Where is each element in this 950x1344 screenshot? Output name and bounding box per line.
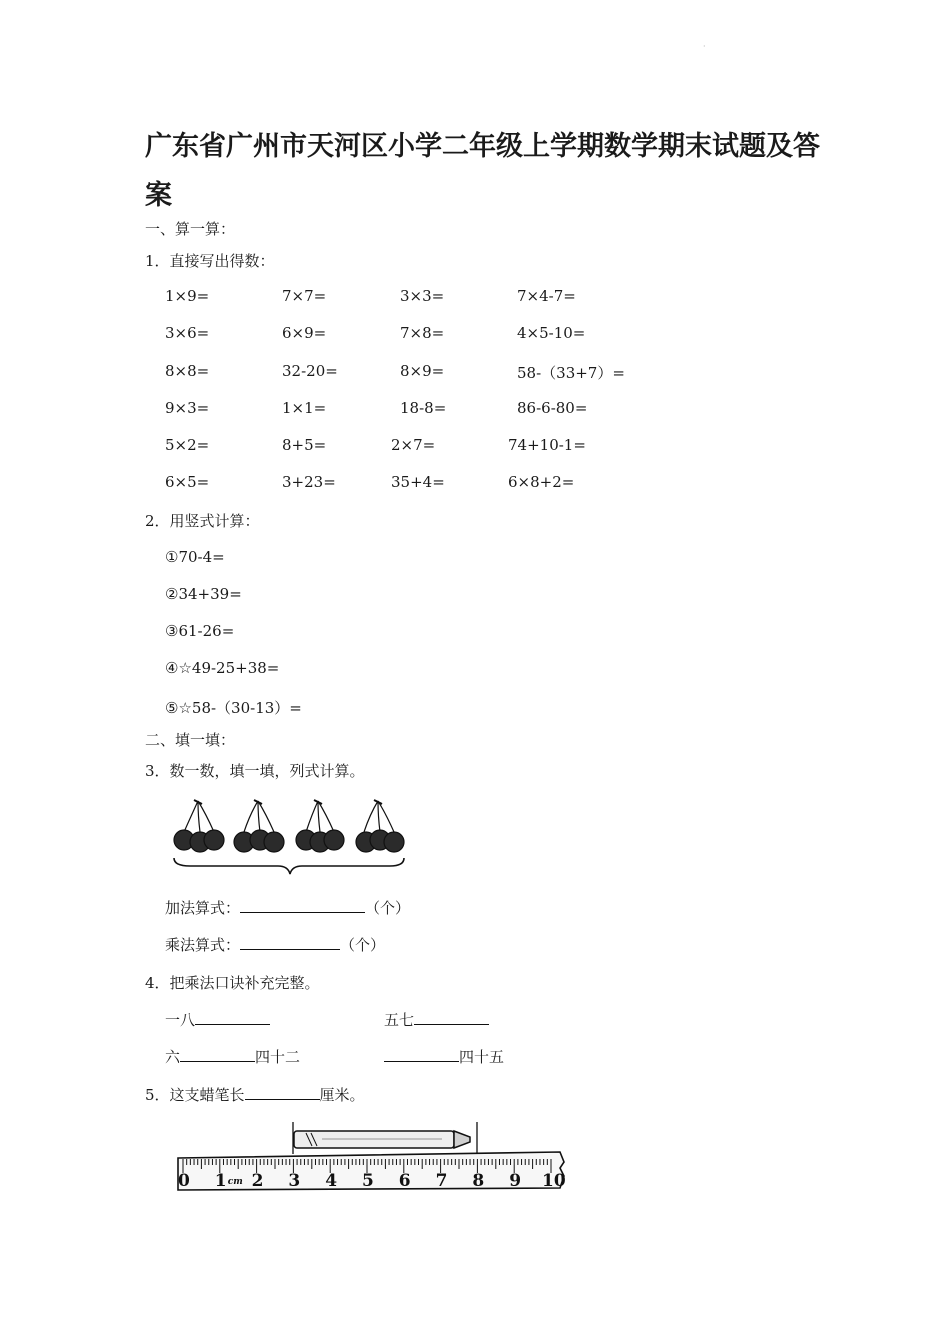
ruler-number: 2 (251, 1171, 264, 1191)
cherry-group (234, 800, 284, 852)
crayon-ruler-illustration (172, 1118, 572, 1200)
ruler-unit: cm (227, 1177, 243, 1187)
ruler (178, 1152, 566, 1191)
q4-b2-blank[interactable] (384, 1047, 459, 1062)
q5-label-suffix: 厘米。 (319, 1086, 365, 1104)
q1-cell: 7×4-7= (517, 287, 576, 305)
brace (174, 858, 404, 874)
q2-item: ①70-4= (165, 548, 225, 566)
mul-answer-blank[interactable] (240, 935, 340, 950)
q1-cell: 6×9= (282, 324, 327, 342)
q1-cell: 58-（33+7）= (517, 364, 625, 382)
q4-a1-text: 一八 (165, 1011, 196, 1029)
q1-cell: 86-6-80= (517, 399, 588, 417)
page-title-line1: 广东省广州市天河区小学二年级上学期数学期末试题及答 (145, 131, 820, 162)
q1-cell: 6×5= (165, 473, 210, 491)
q4-item-b2 (384, 1046, 504, 1067)
q4-b2-suffix: 四十五 (459, 1048, 505, 1066)
q1-cell: 8×9= (400, 362, 445, 380)
ruler-number: 5 (362, 1171, 374, 1191)
ruler-number: 0 (178, 1171, 190, 1191)
ruler-number: 7 (435, 1171, 448, 1191)
q1-cell: 3×6= (165, 324, 210, 342)
q5-answer-blank[interactable] (245, 1085, 320, 1100)
add-label: 加法算式： (165, 899, 241, 917)
q4-a1-blank[interactable] (195, 1010, 270, 1025)
q3-label: 3．数一数，填一填，列式计算。 (145, 762, 365, 780)
q4-b1-suffix: 四十二 (255, 1048, 301, 1066)
q1-cell: 2×7= (391, 436, 436, 454)
q2-item: ④☆49-25+38= (165, 659, 280, 677)
q1-cell: 6×8+2= (508, 473, 575, 491)
q1-cell: 9×3= (165, 399, 210, 417)
q4-b1-blank[interactable] (180, 1047, 255, 1062)
q1-cell: 18-8= (400, 399, 447, 417)
corner-mark: · (703, 42, 706, 51)
q4-item-a1 (165, 1009, 270, 1030)
q4-b1-text: 六 (165, 1048, 181, 1066)
q1-cell: 74+10-1= (508, 436, 586, 454)
crayon (293, 1122, 477, 1154)
add-unit: （个） (365, 899, 411, 917)
q5-label (145, 1084, 365, 1105)
q5-label-prefix: 5．这支蜡笔长 (145, 1086, 245, 1104)
cherry-group (174, 800, 224, 852)
q1-cell: 7×8= (400, 324, 445, 342)
q1-cell: 8+5= (282, 436, 327, 454)
cherries-illustration (170, 796, 410, 876)
cherry-group (356, 800, 404, 852)
q1-label: 1．直接写出得数： (145, 252, 275, 270)
q4-label: 4．把乘法口诀补充完整。 (145, 974, 320, 992)
q2-label: 2．用竖式计算： (145, 512, 260, 530)
section1-heading: 一、算一算： (145, 220, 236, 238)
page-title-line2: 案 (145, 180, 172, 211)
q2-item: ③61-26= (165, 622, 235, 640)
q1-cell: 8×8= (165, 362, 210, 380)
ruler-number: 4 (325, 1171, 338, 1191)
add-answer-blank[interactable] (240, 898, 365, 913)
ruler-number: 6 (398, 1171, 411, 1191)
section2-heading: 二、填一填： (145, 731, 236, 749)
q2-item: ⑤☆58-（30-13）= (165, 699, 302, 717)
ruler-number: 10 (542, 1171, 566, 1191)
q1-cell: 1×1= (282, 399, 327, 417)
q3-add-row (165, 897, 410, 918)
q1-cell: 7×7= (282, 287, 327, 305)
q1-cell: 35+4= (391, 473, 445, 491)
q1-cell: 3+23= (282, 473, 336, 491)
cherry-group (296, 800, 344, 852)
q1-cell: 32-20= (282, 362, 338, 380)
q1-cell: 1×9= (165, 287, 210, 305)
q4-item-b1 (165, 1046, 300, 1067)
ruler-number: 1 (214, 1171, 227, 1191)
q1-cell: 5×2= (165, 436, 210, 454)
q1-cell: 3×3= (400, 287, 445, 305)
q3-mul-row (165, 934, 385, 955)
ruler-number: 3 (288, 1171, 301, 1191)
q2-item: ②34+39= (165, 585, 242, 603)
ruler-number: 8 (472, 1171, 485, 1191)
q4-a2-blank[interactable] (414, 1010, 489, 1025)
q4-item-a2 (384, 1009, 489, 1030)
q4-a2-text: 五七 (384, 1011, 415, 1029)
mul-label: 乘法算式： (165, 936, 241, 954)
mul-unit: （个） (340, 936, 386, 954)
ruler-number: 9 (509, 1171, 522, 1191)
q1-cell: 4×5-10= (517, 324, 586, 342)
